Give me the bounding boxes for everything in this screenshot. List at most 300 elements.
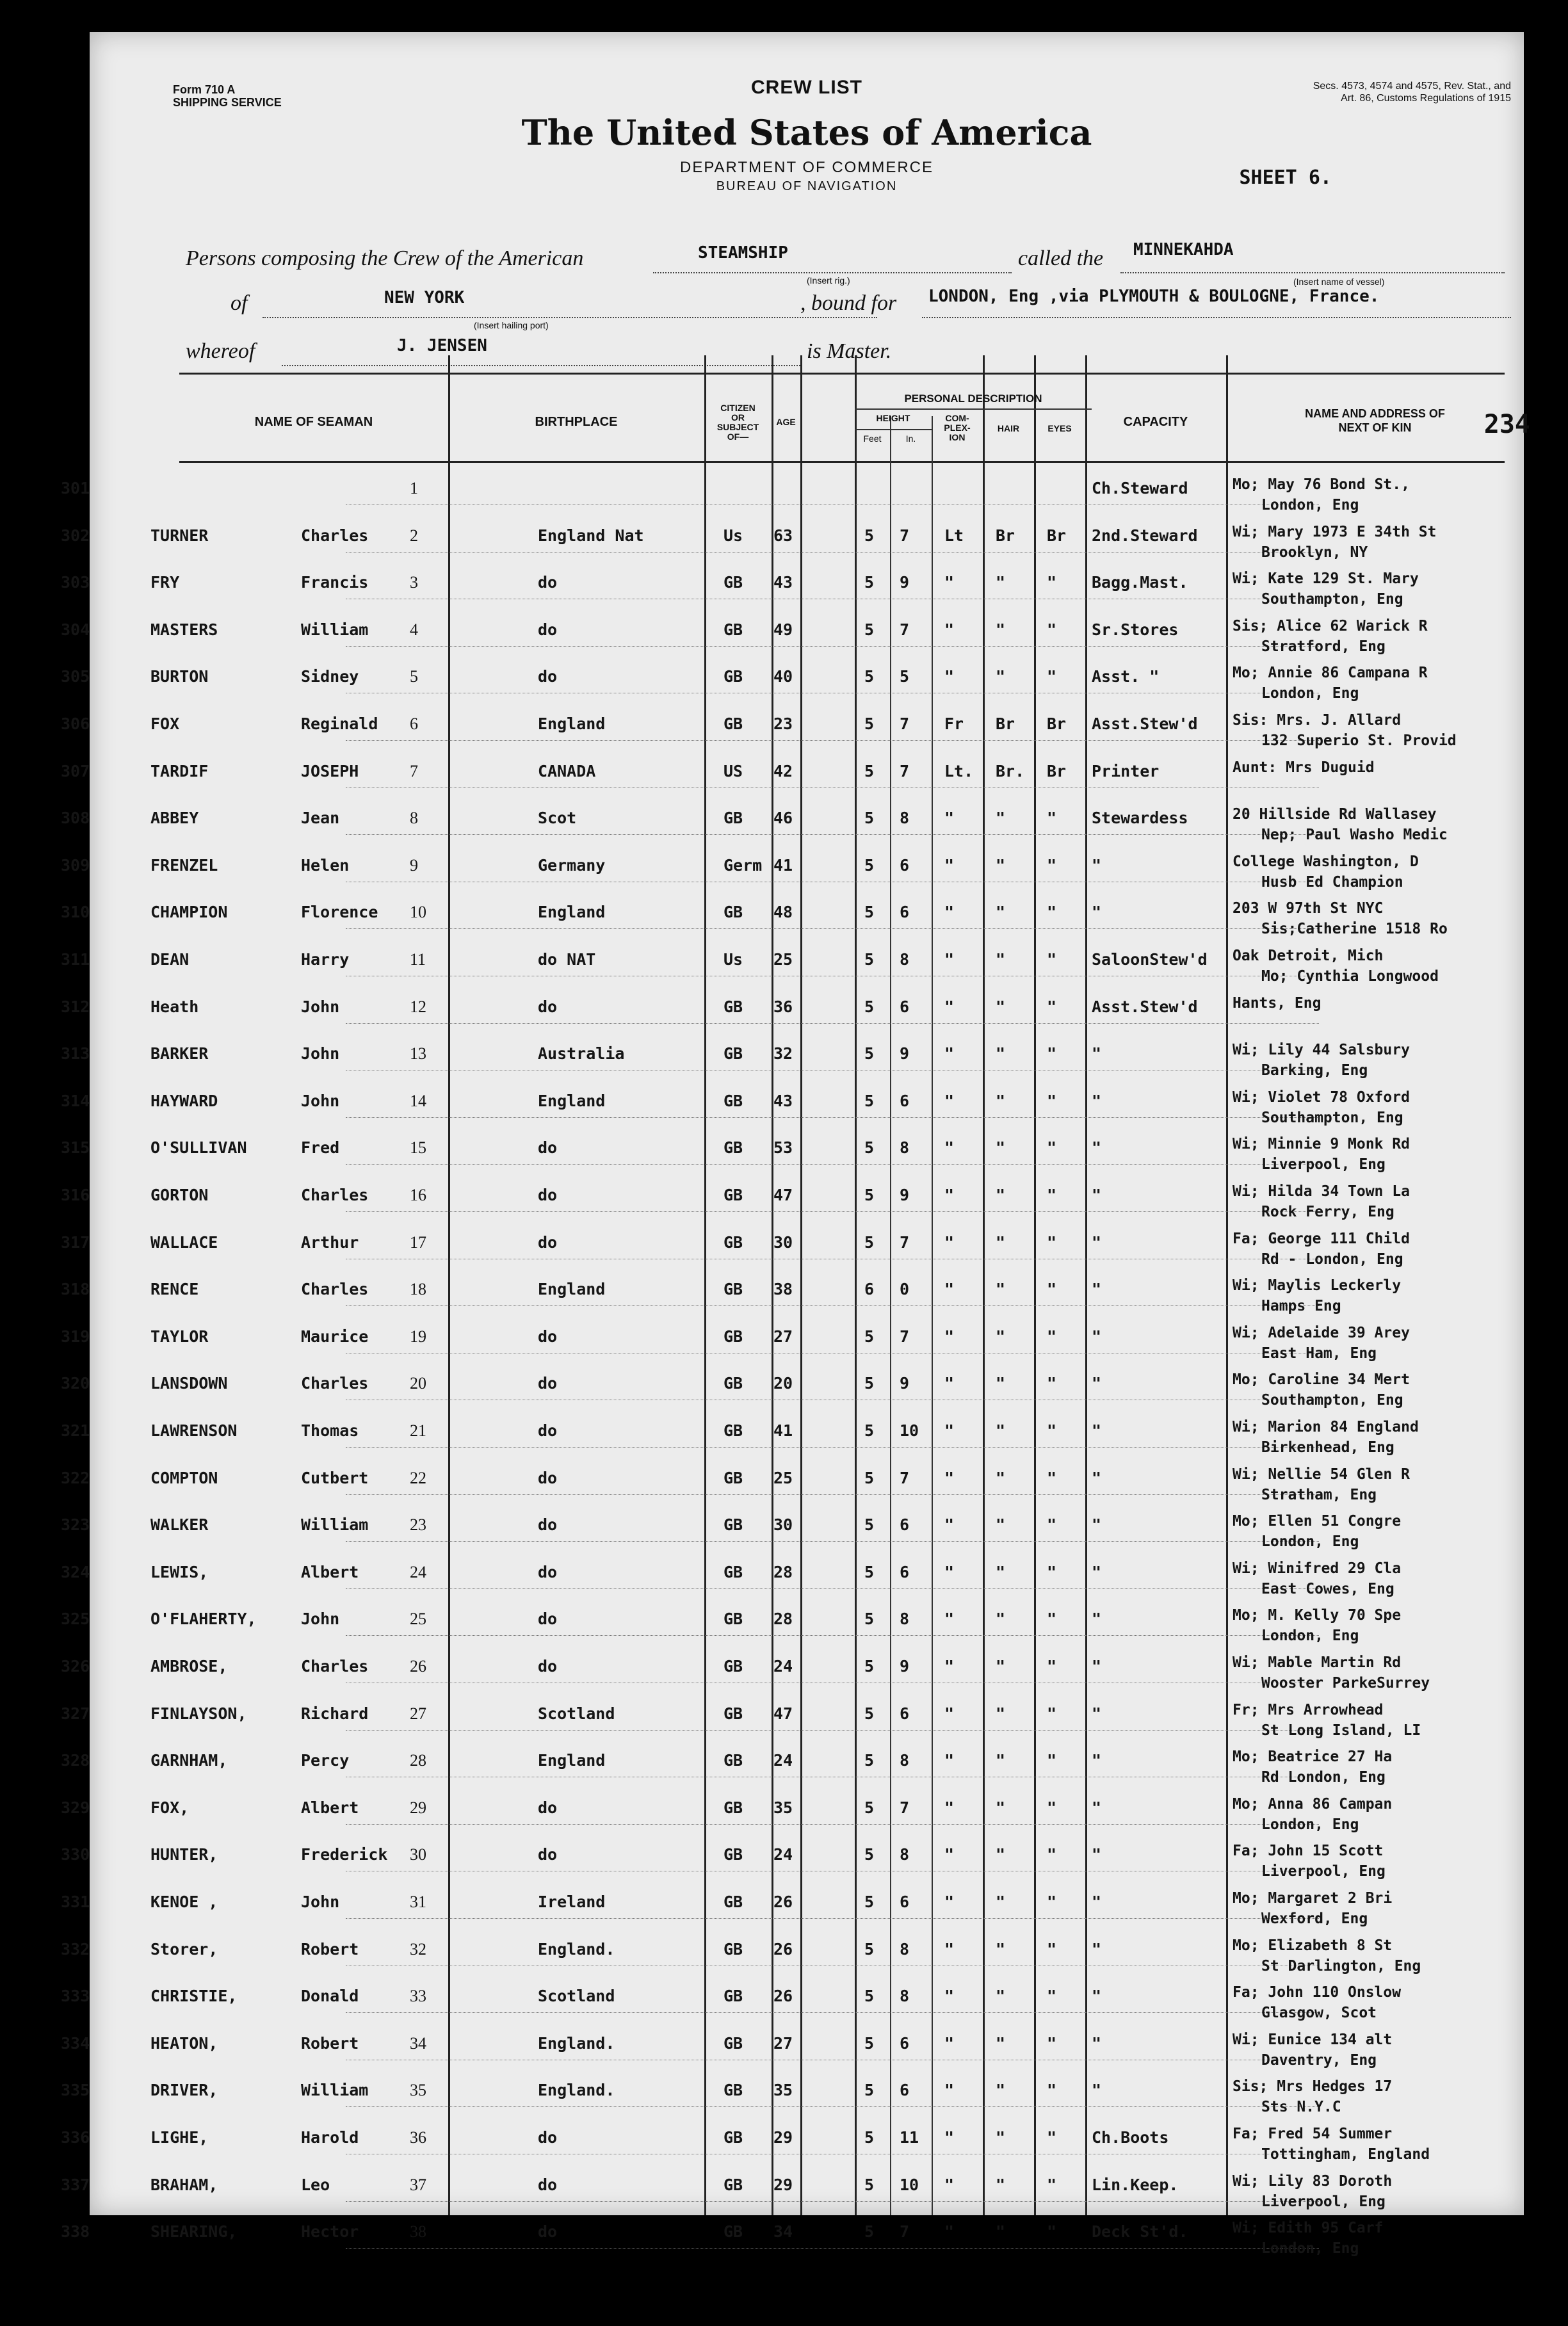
age: 24: [773, 1751, 793, 1770]
capacity: ": [1092, 1751, 1102, 1770]
eyes: ": [1047, 1044, 1057, 1063]
height-inches: 5: [900, 667, 910, 686]
seaman-surname: O'FLAHERTY,: [150, 1610, 257, 1629]
next-of-kin-line: London, Eng: [1261, 497, 1359, 513]
birthplace: do: [538, 1327, 558, 1346]
master-value: J. JENSEN: [397, 336, 487, 355]
capacity: ": [1092, 1186, 1102, 1204]
line-number: 22: [410, 1468, 426, 1487]
row-id: 308: [61, 809, 90, 828]
seaman-surname: FOX: [150, 715, 180, 733]
row-id: 304: [61, 620, 90, 639]
next-of-kin-line: Wi; Mary 1973 E 34th St: [1233, 523, 1437, 540]
hair: ": [996, 997, 1006, 1016]
height-feet: 5: [864, 1374, 875, 1393]
complexion: ": [944, 2081, 955, 2100]
age: 46: [773, 809, 793, 828]
seaman-surname: HAYWARD: [150, 1091, 218, 1110]
col-inches: In.: [905, 433, 916, 444]
row-divider: [346, 787, 1319, 788]
crew-list-sheet: [61, 32, 1530, 2257]
seaman-surname: DEAN: [150, 950, 190, 969]
line-number: 36: [410, 2128, 426, 2147]
col-birthplace: BIRTHPLACE: [535, 415, 618, 429]
next-of-kin-line: Rd London, Eng: [1261, 1769, 1386, 1786]
row-id: 301: [61, 479, 90, 497]
next-of-kin-line: Sis; Mrs Hedges 17: [1233, 2078, 1393, 2096]
col-personal-description: PERSONAL DESCRIPTION: [904, 392, 1042, 405]
line-number: 3: [410, 573, 418, 592]
complexion: ": [944, 1280, 955, 1299]
line-number: 14: [410, 1091, 426, 1110]
row-divider: [346, 2201, 1319, 2202]
eyes: ": [1047, 1327, 1057, 1346]
seaman-surname: FRY: [150, 573, 180, 592]
hair: ": [996, 950, 1006, 969]
complexion: ": [944, 1515, 955, 1535]
height-inches: 11: [900, 2128, 919, 2147]
header-top-rule: [179, 373, 1505, 375]
line-number: 19: [410, 1327, 426, 1346]
citizenship: GB: [723, 997, 743, 1016]
height-feet: 5: [864, 667, 875, 686]
birthplace: England: [538, 1751, 606, 1770]
capacity: 2nd.Steward: [1092, 526, 1198, 545]
seaman-surname: O'SULLIVAN: [150, 1138, 247, 1158]
line-number: 16: [410, 1186, 426, 1204]
height-feet: 5: [864, 2081, 875, 2100]
height-feet: 5: [864, 1468, 875, 1487]
rig-value: STEAMSHIP: [698, 243, 788, 262]
height-inches: 7: [900, 620, 910, 639]
row-id: 332: [61, 1939, 90, 1959]
next-of-kin-line: Mo; M. Kelly 70 Spe: [1233, 1607, 1402, 1624]
next-of-kin-line: St Long Island, LI: [1261, 1722, 1421, 1739]
capacity: ": [1092, 1893, 1102, 1911]
next-of-kin-line: London, Eng: [1261, 685, 1359, 702]
seaman-given-name: Arthur: [301, 1232, 359, 1252]
citizenship: GB: [723, 1610, 743, 1629]
next-of-kin-line: Sis;Catherine 1518 Ro: [1261, 921, 1448, 938]
hair: ": [996, 2222, 1006, 2241]
age: 25: [773, 950, 793, 969]
seaman-surname: TAYLOR: [150, 1327, 209, 1346]
capacity: ": [1092, 1374, 1102, 1393]
capacity: ": [1092, 1987, 1102, 2006]
line-number: 24: [410, 1562, 426, 1581]
line-number: 38: [410, 2222, 426, 2241]
capacity: ": [1092, 1798, 1102, 1817]
hair: Br: [996, 526, 1015, 545]
complexion: ": [944, 903, 955, 922]
capacity: Asst.Stew'd: [1092, 997, 1198, 1016]
height-feet: 5: [864, 903, 875, 922]
eyes: ": [1047, 855, 1057, 875]
height-feet: 5: [864, 1186, 875, 1204]
hair: ": [996, 1232, 1006, 1252]
capacity: ": [1092, 1704, 1102, 1723]
seaman-given-name: Florence: [301, 903, 378, 922]
seaman-surname: FRENZEL: [150, 855, 218, 875]
citizenship: US: [723, 761, 743, 780]
seaman-given-name: William: [301, 620, 369, 639]
row-id: 305: [61, 667, 90, 686]
line-number: 37: [410, 2175, 426, 2194]
row-divider: [346, 646, 1319, 647]
bureau-title: BUREAU OF NAVIGATION: [716, 179, 898, 193]
next-of-kin-line: Mo; Margaret 2 Bri: [1233, 1890, 1393, 1907]
line-number: 35: [410, 2081, 426, 2100]
row-divider: [346, 1117, 1319, 1118]
age: 20: [773, 1374, 793, 1393]
citizenship: GB: [723, 1138, 743, 1158]
seaman-surname: TARDIF: [150, 761, 209, 780]
next-of-kin-line: Wi; Kate 129 St. Mary: [1233, 570, 1419, 588]
hair: ": [996, 809, 1006, 828]
eyes: ": [1047, 1280, 1057, 1299]
height-inches: 6: [900, 855, 910, 875]
citizenship: GB: [723, 2081, 743, 2100]
complexion: ": [944, 1798, 955, 1817]
age: 29: [773, 2128, 793, 2147]
page-number-mark: 234: [1483, 410, 1530, 439]
seaman-given-name: Helen: [301, 855, 350, 875]
eyes: ": [1047, 1845, 1057, 1864]
seaman-surname: ABBEY: [150, 809, 199, 828]
line-number: 28: [410, 1751, 426, 1770]
height-feet: 5: [864, 1987, 875, 2006]
birthplace: do: [538, 1468, 558, 1487]
birthplace: do: [538, 1421, 558, 1440]
seaman-surname: LIGHE,: [150, 2128, 209, 2147]
height-feet: 5: [864, 1232, 875, 1252]
height-feet: 5: [864, 1845, 875, 1864]
citizenship: GB: [723, 2175, 743, 2194]
capacity: ": [1092, 1845, 1102, 1864]
height-feet: 5: [864, 1515, 875, 1535]
capacity: ": [1092, 903, 1102, 922]
rig-hint: (Insert rig.): [807, 275, 850, 286]
row-id: 325: [61, 1610, 90, 1629]
age: 63: [773, 526, 793, 545]
statute-reference: Secs. 4573, 4574 and 4575, Rev. Stat., and Art. 86, Customs Regulations of 1915: [1313, 81, 1511, 104]
row-divider: [346, 740, 1319, 741]
hair: ": [996, 2081, 1006, 2100]
seaman-surname: SHEARING,: [150, 2222, 238, 2241]
citizenship: GB: [723, 2033, 743, 2053]
age: 27: [773, 2033, 793, 2053]
row-id: 312: [61, 997, 90, 1016]
capacity: Bagg.Mast.: [1092, 573, 1188, 592]
eyes: ": [1047, 1186, 1057, 1204]
age: 28: [773, 1562, 793, 1581]
capacity: Asst.Stew'd: [1092, 715, 1198, 733]
line-number: 31: [410, 1893, 426, 1911]
row-divider: [346, 552, 1319, 553]
next-of-kin-line: Liverpool, Eng: [1261, 1863, 1386, 1880]
citizenship: GB: [723, 1327, 743, 1346]
citizenship: GB: [723, 620, 743, 639]
intro-persons-label: Persons composing the Crew of the American: [186, 246, 584, 270]
height-feet: 5: [864, 1751, 875, 1770]
birthplace: England.: [538, 2081, 615, 2100]
hair: ": [996, 2175, 1006, 2194]
next-of-kin-line: London, Eng: [1261, 1816, 1359, 1833]
height-inches: 6: [900, 1704, 910, 1723]
height-inches: 8: [900, 1845, 910, 1864]
height-inches: 8: [900, 1751, 910, 1770]
citizenship: GB: [723, 1044, 743, 1063]
birthplace: England: [538, 1091, 606, 1110]
whereof-label: whereof: [186, 339, 255, 363]
complexion: ": [944, 1468, 955, 1487]
height-feet: 5: [864, 1327, 875, 1346]
hair: ": [996, 1845, 1006, 1864]
capacity: SaloonStew'd: [1092, 950, 1208, 969]
complexion: ": [944, 667, 955, 686]
citizenship: GB: [723, 667, 743, 686]
line-number: 1: [410, 479, 418, 497]
eyes: ": [1047, 1798, 1057, 1817]
capacity: ": [1092, 1327, 1102, 1346]
row-id: 310: [61, 903, 90, 922]
row-id: 319: [61, 1327, 90, 1346]
next-of-kin-line: Fa; Fred 54 Summer: [1233, 2126, 1393, 2142]
seaman-surname: CHAMPION: [150, 903, 228, 922]
birthplace: do: [538, 1186, 558, 1204]
hair: ": [996, 1186, 1006, 1204]
age: 27: [773, 1327, 793, 1346]
col-feet: Feet: [863, 433, 882, 444]
next-of-kin-line: Wi; Maylis Leckerly: [1233, 1277, 1402, 1295]
hair: Br.: [996, 761, 1025, 780]
seaman-surname: Storer,: [150, 1939, 218, 1959]
complexion: Fr: [944, 715, 964, 733]
seaman-given-name: Albert: [301, 1562, 359, 1581]
next-of-kin-line: 203 W 97th St NYC: [1233, 900, 1384, 917]
age: 34: [773, 2222, 793, 2241]
row-divider: [346, 2106, 1319, 2107]
height-feet: 5: [864, 950, 875, 969]
citizenship: GB: [723, 1704, 743, 1723]
row-id: 326: [61, 1657, 90, 1676]
eyes: ": [1047, 1657, 1057, 1676]
col-age: AGE: [776, 417, 796, 427]
next-of-kin-line: Fa; John 110 Onslow: [1233, 1984, 1402, 2001]
birthplace: Germany: [538, 855, 606, 875]
row-divider: [346, 1730, 1319, 1731]
next-of-kin-line: Rock Ferry, Eng: [1261, 1204, 1394, 1220]
line-number: 30: [410, 1845, 426, 1864]
birthplace: do NAT: [538, 950, 596, 969]
seaman-surname: FOX,: [150, 1798, 190, 1817]
vessel-value: MINNEKAHDA: [1133, 240, 1234, 259]
capacity: ": [1092, 855, 1102, 875]
next-of-kin-line: St Darlington, Eng: [1261, 1957, 1421, 1975]
complexion: ": [944, 1421, 955, 1440]
next-of-kin-line: Glasgow, Scot: [1261, 2005, 1377, 2022]
hair: ": [996, 2033, 1006, 2053]
height-feet: 5: [864, 1091, 875, 1110]
hair: ": [996, 1939, 1006, 1959]
next-of-kin-line: Sis; Alice 62 Warick R: [1233, 617, 1428, 634]
birthplace: Scot: [538, 809, 577, 828]
height-inches: 7: [900, 1798, 910, 1817]
birthplace: do: [538, 1232, 558, 1252]
hair: ": [996, 1562, 1006, 1581]
height-feet: 5: [864, 620, 875, 639]
next-of-kin-line: Liverpool, Eng: [1261, 2193, 1386, 2210]
row-divider: [346, 2248, 1319, 2249]
row-divider: [346, 1164, 1319, 1165]
height-feet: 5: [864, 2222, 875, 2241]
next-of-kin-line: Daventry, Eng: [1261, 2051, 1377, 2069]
seaman-given-name: Jean: [301, 809, 340, 828]
eyes: ": [1047, 1562, 1057, 1581]
capacity: ": [1092, 1138, 1102, 1158]
age: 26: [773, 1987, 793, 2006]
row-id: 306: [61, 715, 90, 733]
complexion: ": [944, 2128, 955, 2147]
height-inches: 8: [900, 1987, 910, 2006]
seaman-surname: WALKER: [150, 1515, 209, 1535]
height-inches: 9: [900, 1374, 910, 1393]
complexion: ": [944, 1091, 955, 1110]
of-label: of: [230, 291, 248, 315]
next-of-kin-line: Wi; Eunice 134 alt: [1233, 2031, 1393, 2048]
citizenship: GB: [723, 1845, 743, 1864]
row-id: 303: [61, 573, 90, 592]
capacity: ": [1092, 1232, 1102, 1252]
age: 48: [773, 903, 793, 922]
vessel-hint: (Insert name of vessel): [1293, 277, 1385, 287]
next-of-kin-line: Wi; Minnie 9 Monk Rd: [1233, 1136, 1410, 1153]
complexion: ": [944, 2222, 955, 2241]
seaman-given-name: JOSEPH: [301, 761, 359, 780]
complexion: ": [944, 1327, 955, 1346]
birthplace: do: [538, 1515, 558, 1535]
height-inches: 6: [900, 2081, 910, 2100]
row-id: 322: [61, 1468, 90, 1487]
seaman-surname: GARNHAM,: [150, 1751, 228, 1770]
eyes: ": [1047, 903, 1057, 922]
age: 25: [773, 1468, 793, 1487]
citizenship: GB: [723, 1751, 743, 1770]
seaman-given-name: John: [301, 1091, 340, 1110]
col-complexion: COM- PLEX- ION: [944, 413, 971, 442]
birthplace: do: [538, 1845, 558, 1864]
citizenship: GB: [723, 1939, 743, 1959]
height-feet: 5: [864, 855, 875, 875]
line-number: 4: [410, 620, 418, 639]
hair: ": [996, 1893, 1006, 1911]
birthplace: do: [538, 2175, 558, 2194]
seaman-given-name: Albert: [301, 1798, 359, 1817]
next-of-kin-line: Wi; Lily 44 Salsbury: [1233, 1042, 1410, 1059]
seaman-surname: TURNER: [150, 526, 209, 545]
seaman-surname: RENCE: [150, 1280, 199, 1299]
seaman-given-name: Reginald: [301, 715, 378, 733]
hair: ": [996, 1657, 1006, 1676]
eyes: ": [1047, 2128, 1057, 2147]
eyes: ": [1047, 809, 1057, 828]
height-inches: 7: [900, 1327, 910, 1346]
birthplace: do: [538, 1657, 558, 1676]
next-of-kin-line: Rd - London, Eng: [1261, 1250, 1403, 1268]
hair: ": [996, 1327, 1006, 1346]
row-divider: [346, 1494, 1319, 1495]
seaman-surname: LANSDOWN: [150, 1374, 228, 1393]
col-eyes: EYES: [1047, 423, 1072, 433]
row-id: 338: [61, 2222, 90, 2241]
height-inches: 7: [900, 526, 910, 545]
capacity: ": [1092, 1091, 1102, 1110]
height-inches: 7: [900, 1468, 910, 1487]
height-inches: 9: [900, 1044, 910, 1063]
complexion: Lt.: [944, 761, 974, 780]
height-inches: 9: [900, 1657, 910, 1676]
birthplace: do: [538, 620, 558, 639]
seaman-given-name: Maurice: [301, 1327, 369, 1346]
seaman-given-name: William: [301, 1515, 369, 1535]
citizenship: GB: [723, 715, 743, 733]
next-of-kin-line: Sts N.Y.C: [1261, 2099, 1341, 2116]
birthplace: Scotland: [538, 1987, 615, 2006]
eyes: Br: [1047, 761, 1067, 780]
capacity: ": [1092, 1421, 1102, 1440]
citizenship: GB: [723, 2222, 743, 2241]
citizenship: GB: [723, 903, 743, 922]
seaman-given-name: Thomas: [301, 1421, 359, 1440]
age: 35: [773, 1798, 793, 1817]
age: 43: [773, 1091, 793, 1110]
seaman-surname: FINLAYSON,: [150, 1704, 247, 1723]
col-citizen: CITIZEN OR SUBJECT OF—: [716, 403, 759, 442]
height-feet: 5: [864, 573, 875, 592]
seaman-given-name: Charles: [301, 1280, 369, 1299]
next-of-kin-line: East Cowes, Eng: [1261, 1580, 1394, 1597]
row-divider: [346, 834, 1319, 835]
row-divider: [346, 1447, 1319, 1448]
sheet-number: SHEET 6.: [1239, 166, 1332, 189]
capacity: ": [1092, 1939, 1102, 1959]
birthplace: do: [538, 1374, 558, 1393]
next-of-kin-line: 132 Superio St. Provid: [1261, 732, 1457, 749]
hair: ": [996, 1515, 1006, 1535]
complexion: ": [944, 573, 955, 592]
seaman-given-name: Charles: [301, 1657, 369, 1676]
capacity: ": [1092, 1515, 1102, 1535]
row-id: 314: [61, 1091, 90, 1110]
height-inches: 0: [900, 1280, 910, 1299]
height-inches: 7: [900, 2222, 910, 2241]
seaman-surname: COMPTON: [150, 1468, 218, 1487]
birthplace: England: [538, 1280, 606, 1299]
capacity: Printer: [1092, 761, 1160, 780]
citizenship: GB: [723, 1987, 743, 2006]
crew-list-title: CREW LIST: [751, 77, 862, 98]
citizenship: GB: [723, 1280, 743, 1299]
birthplace: do: [538, 1562, 558, 1581]
seaman-given-name: Fred: [301, 1138, 340, 1158]
next-of-kin-line: 20 Hillside Rd Wallasey: [1233, 806, 1437, 823]
age: 32: [773, 1044, 793, 1063]
next-of-kin-line: Aunt: Mrs Duguid: [1233, 759, 1375, 776]
birthplace: do: [538, 573, 558, 592]
height-feet: 5: [864, 2128, 875, 2147]
hair: ": [996, 1751, 1006, 1770]
hair: ": [996, 667, 1006, 686]
